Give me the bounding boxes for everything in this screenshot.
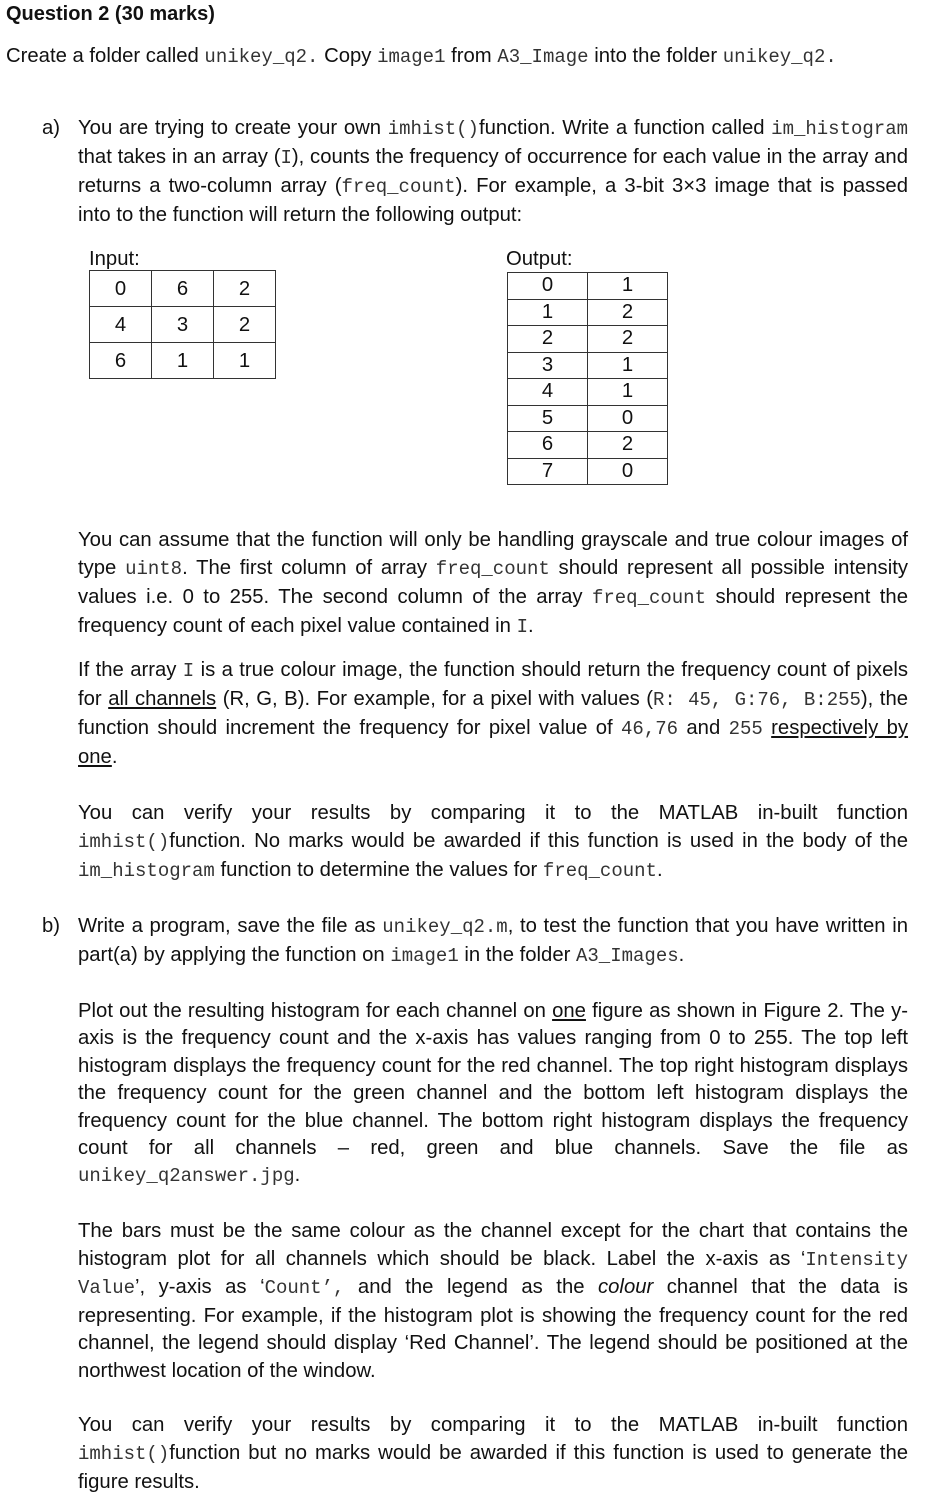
freq-count-code: freq_count <box>591 587 706 609</box>
output-value-cell: 3 <box>508 352 588 379</box>
part-a-text: function. Write a function called <box>478 117 772 139</box>
input-cell: 2 <box>214 271 276 307</box>
pixel-value-code: 46,76 <box>621 718 679 740</box>
freq-count-code: freq_count <box>341 176 456 198</box>
input-cell: 4 <box>90 307 152 343</box>
output-count-cell: 0 <box>588 405 668 432</box>
target-folder-code: unikey_q2. <box>722 46 837 68</box>
part-a-text: ), counts the frequency of occurrence for each value in the array and returns a two-column array ( <box>78 146 908 197</box>
output-count-cell: 2 <box>588 326 668 353</box>
folder-name-code: unikey_q2. <box>204 46 319 68</box>
function-name-code: im_histogram <box>771 118 908 140</box>
output-value-cell: 4 <box>508 379 588 406</box>
output-row <box>508 273 668 300</box>
part-a-text: and <box>678 717 729 739</box>
input-cell: 1 <box>214 343 276 379</box>
output-row <box>508 379 668 406</box>
intro-paragraph <box>6 42 908 71</box>
input-cell: 2 <box>214 307 276 343</box>
array-var-code: I <box>280 147 292 169</box>
part-a-text: You are trying to create your own <box>78 117 388 139</box>
part-b-text: You can verify your results by comparing it to the MATLAB in-built function <box>78 1414 908 1436</box>
pixel-value-code: 255 <box>728 718 763 740</box>
one-underlined: one <box>552 1000 586 1022</box>
part-a-text: . <box>528 615 534 637</box>
output-row <box>508 352 668 379</box>
output-row <box>508 299 668 326</box>
part-a-text: You can verify your results by comparing it to the MATLAB in-built function <box>78 802 908 824</box>
part-b-text: The bars must be the same colour as the channel except for the chart that contains the histogram plot for all channels which should be black. Label the x-axis as ‘ <box>78 1220 908 1270</box>
source-folder-code: A3_Image <box>497 46 589 68</box>
part-a-text: function. No marks would be awarded if this function is used in the body of the <box>169 830 908 852</box>
input-table <box>89 270 276 379</box>
part-b-text: ’, y-axis as ‘ <box>135 1276 265 1299</box>
part-a-text: . <box>656 859 663 881</box>
script-filename-code: unikey_q2.m <box>382 916 508 938</box>
freq-count-code: freq_count <box>435 558 550 580</box>
part-b-text: Write a program, save the file as <box>78 915 383 937</box>
part-a-text: You can assume that the function will only be handling grayscale and true colour images of type <box>78 529 908 579</box>
array-var-code: I <box>516 616 528 638</box>
part-a-text: ), the function should increment the frequency for pixel value of <box>78 688 909 739</box>
part-a-text: that takes in an array ( <box>78 146 281 168</box>
pixel-values-code: R: 45, G:76, B:255 <box>653 689 861 711</box>
output-count-cell: 1 <box>588 273 668 300</box>
output-value-cell: 5 <box>508 405 588 432</box>
part-a-text: . The first column of array <box>182 557 436 579</box>
input-row <box>90 271 276 307</box>
part-b-text: Plot out the resulting histogram for each channel on <box>78 1000 553 1022</box>
part-a-marker: a) <box>42 117 61 139</box>
intro-text-1: Create a folder called <box>6 45 205 67</box>
part-a-text: should represent the frequency count of each pixel value contained in <box>78 586 908 637</box>
part-b-text: figure as shown in Figure 2. The y-axis is the frequency count and the x-axis has values ranging from 0 to 255. The top left histogram displays the frequency count for the red channel. The top right histogram displays the frequency count for the green channel and the bottom left histogram displays the frequency count for the blue channel. The bottom right histogram displays the frequency count for all channels – red, green and blue channels. Save the file as <box>78 1000 908 1160</box>
images-folder-code: A3_Images <box>576 945 679 967</box>
question-title: Question 2 (30 marks) <box>6 3 215 25</box>
part-b-text: . <box>678 944 685 966</box>
freq-count-code: freq_count <box>542 860 657 882</box>
intro-text-4: into the folder <box>588 45 723 67</box>
all-channels-underlined: all channels <box>108 688 217 710</box>
part-a-text: function to determine the values for <box>214 859 543 881</box>
intro-text-2: Copy <box>318 45 378 67</box>
output-value-cell: 2 <box>508 326 588 353</box>
part-b-text: and the legend as the <box>344 1276 599 1299</box>
uint8-code: uint8 <box>125 558 183 580</box>
part-a-text: (R, G, B). For example, for a pixel with values ( <box>216 688 654 710</box>
input-cell: 6 <box>90 343 152 379</box>
part-b-paragraph-4 <box>78 1411 908 1496</box>
part-b-text: . <box>294 1164 301 1187</box>
output-value-cell: 6 <box>508 432 588 459</box>
output-value-cell: 0 <box>508 273 588 300</box>
output-table <box>507 272 668 485</box>
output-count-cell: 1 <box>588 379 668 406</box>
input-cell: 3 <box>152 307 214 343</box>
input-label: Input: <box>89 248 140 270</box>
output-row <box>508 458 668 485</box>
part-b-paragraph-3 <box>78 1218 908 1386</box>
respectively-underlined: respectively by one <box>78 717 909 768</box>
part-b-text: channel that the data is representing. For example, if the histogram plot is showing the frequency count for the red channel, the legend should display ‘Red Channel’. The legend should be positioned at the northwest location of the window. <box>78 1276 908 1382</box>
part-a-paragraph-2 <box>78 526 908 641</box>
imhist-code: imhist() <box>387 118 479 140</box>
part-a-text: should represent all possible intensity values i.e. 0 to 255. The second column of the array <box>78 557 908 608</box>
output-row <box>508 405 668 432</box>
image-name-code: image1 <box>377 46 446 68</box>
array-var-code: I <box>182 660 195 682</box>
input-row <box>90 343 276 379</box>
input-row <box>90 307 276 343</box>
input-cell: 0 <box>90 271 152 307</box>
output-row <box>508 326 668 353</box>
output-count-cell: 2 <box>588 299 668 326</box>
output-count-cell: 2 <box>588 432 668 459</box>
imhist-code: imhist() <box>78 1443 170 1465</box>
part-b-text: function but no marks would be awarded if this function is used to generate the figure results. <box>78 1442 908 1493</box>
part-b-paragraph-1 <box>78 912 908 970</box>
output-count-cell: 0 <box>588 458 668 485</box>
part-a-text: . <box>111 746 118 768</box>
image-name-code: image1 <box>390 945 459 967</box>
part-a-text <box>763 717 771 739</box>
xlabel-code: Intensity Value <box>78 1248 908 1300</box>
part-a-text: is a true colour image, the function should return the frequency count of pixels for <box>78 659 908 710</box>
ylabel-code: Count’, <box>264 1277 345 1300</box>
output-count-cell: 1 <box>588 352 668 379</box>
part-b-text: , to test the function that you have written in part(a) by applying the function on <box>78 915 908 966</box>
output-label: Output: <box>506 248 573 270</box>
part-a-paragraph-3 <box>78 656 908 771</box>
output-value-cell: 1 <box>508 299 588 326</box>
output-filename-code: unikey_q2answer.jpg <box>78 1165 295 1188</box>
output-row <box>508 432 668 459</box>
output-value-cell: 7 <box>508 458 588 485</box>
part-b-text: in the folder <box>458 944 576 966</box>
colour-italic: colour <box>598 1276 654 1299</box>
part-a-paragraph-4 <box>78 799 908 885</box>
part-a-paragraph-1 <box>78 114 908 229</box>
input-cell: 6 <box>152 271 214 307</box>
function-name-code: im_histogram <box>78 860 215 882</box>
part-a-text: ). For example, a 3-bit 3×3 image that is passed into to the function will return the following output: <box>78 175 908 226</box>
part-b-paragraph-2 <box>78 998 908 1191</box>
input-cell: 1 <box>152 343 214 379</box>
intro-text-3: from <box>445 45 498 67</box>
part-a-text: If the array <box>78 659 183 681</box>
imhist-code: imhist() <box>78 831 170 853</box>
part-b-marker: b) <box>42 915 61 937</box>
